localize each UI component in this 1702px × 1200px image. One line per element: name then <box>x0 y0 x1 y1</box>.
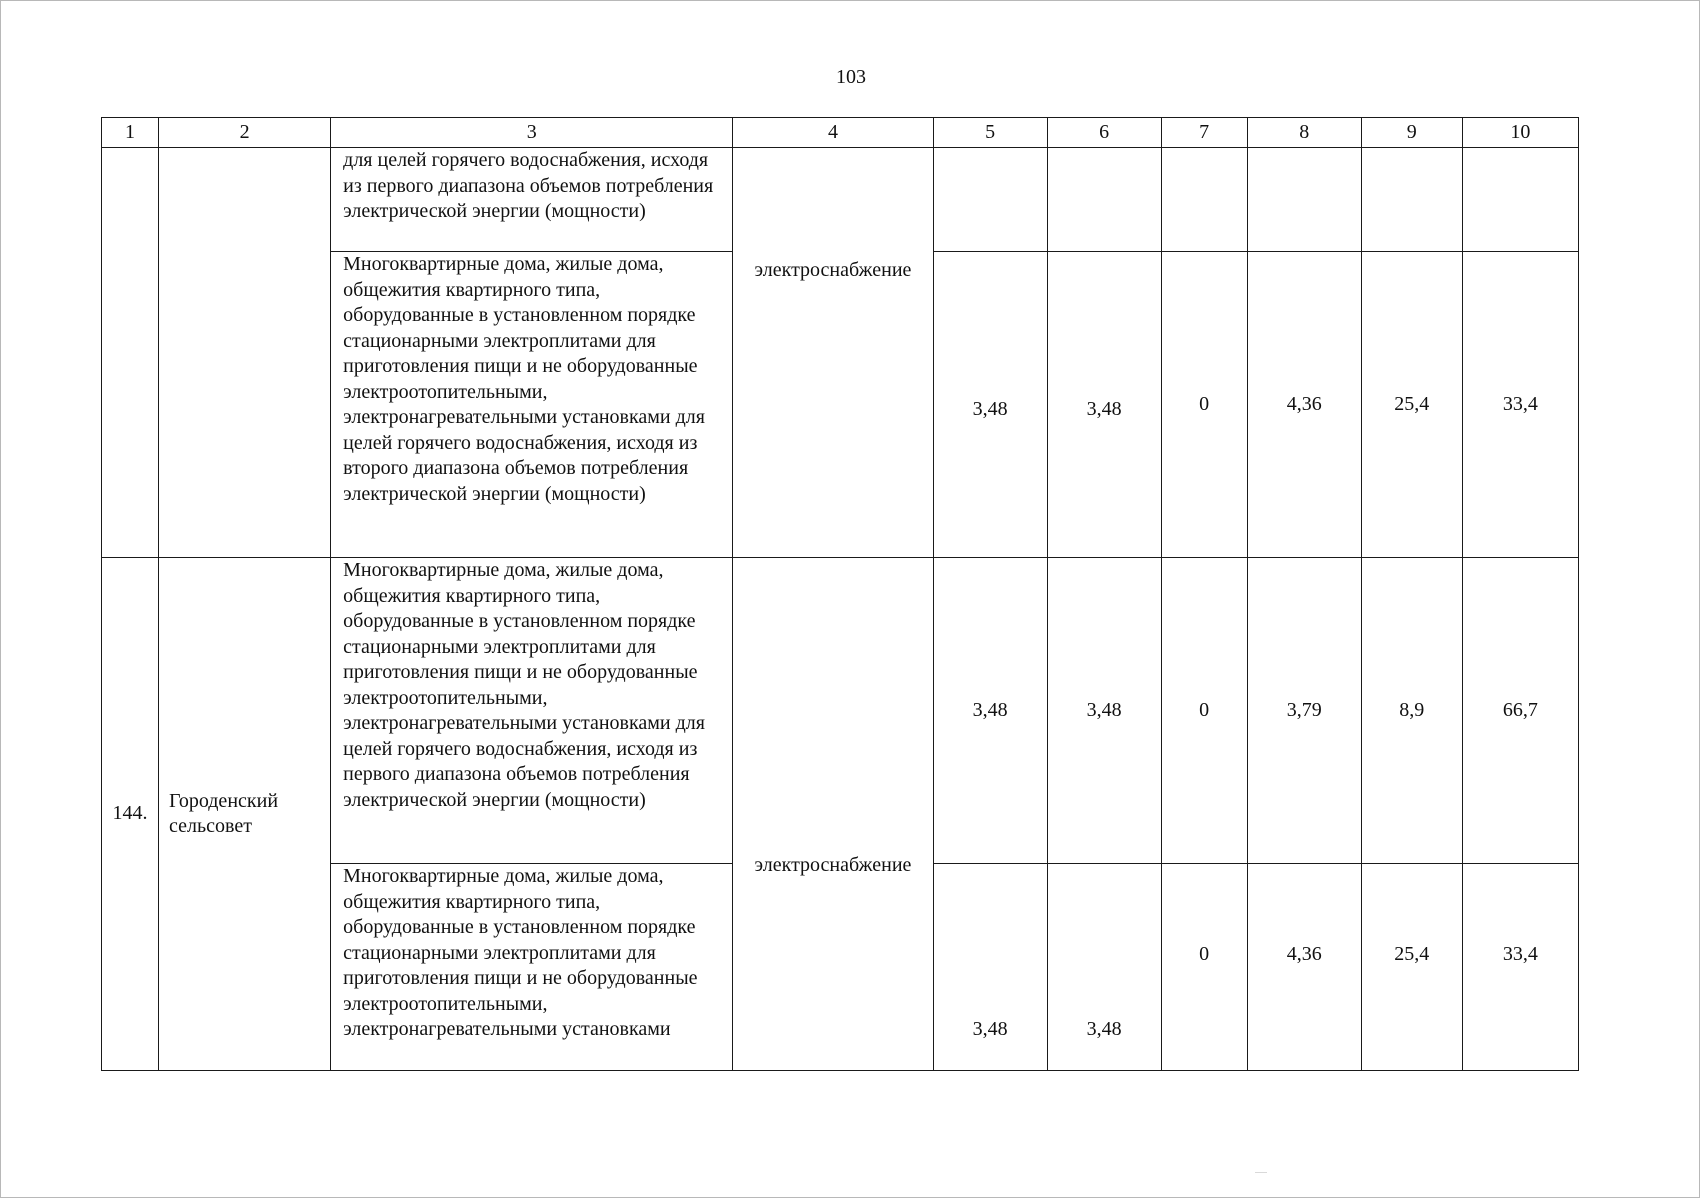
cell-service: электроснабжение <box>733 558 933 1071</box>
col-header-7: 7 <box>1161 118 1247 148</box>
cell-c8 <box>1247 148 1361 252</box>
cell-description: Многоквартирные дома, жилые дома, общежития квартирного типа, оборудованные в установленном порядке стационарными электроплитами для приготовления пищи и не оборудованные электроотопительными, электронагревательными установками <box>331 864 733 1071</box>
cell-c10: 66,7 <box>1462 558 1578 864</box>
cell-c5: 3,48 <box>933 864 1047 1071</box>
cell-c7 <box>1161 148 1247 252</box>
cell-c5: 3,48 <box>933 558 1047 864</box>
table-row <box>102 148 1579 252</box>
cell-c6: 3,48 <box>1047 252 1161 558</box>
cell-description: для целей горячего водоснабжения, исходя из первого диапазона объемов потребления электрической энергии (мощности) <box>331 148 733 252</box>
cell-c9 <box>1361 148 1462 252</box>
cell-c6: 3,48 <box>1047 558 1161 864</box>
cell-c9: 8,9 <box>1361 558 1462 864</box>
cell-c5: 3,48 <box>933 252 1047 558</box>
cell-c7: 0 <box>1161 252 1247 558</box>
col-header-1: 1 <box>102 118 159 148</box>
cell-c6: 3,48 <box>1047 864 1161 1071</box>
col-header-8: 8 <box>1247 118 1361 148</box>
cell-c5 <box>933 148 1047 252</box>
cell-c10: 33,4 <box>1462 252 1578 558</box>
cell-c6 <box>1047 148 1161 252</box>
col-header-2: 2 <box>159 118 331 148</box>
tariff-table <box>101 117 1579 1071</box>
cell-c7: 0 <box>1161 864 1247 1071</box>
table-row <box>102 558 1579 864</box>
col-header-5: 5 <box>933 118 1047 148</box>
col-header-9: 9 <box>1361 118 1462 148</box>
header-row <box>102 118 1579 148</box>
col-header-10: 10 <box>1462 118 1578 148</box>
cell-c8: 4,36 <box>1247 252 1361 558</box>
cell-service: электроснабжение <box>733 148 933 558</box>
cell-c8: 4,36 <box>1247 864 1361 1071</box>
cell-description: Многоквартирные дома, жилые дома, общежития квартирного типа, оборудованные в установленном порядке стационарными электроплитами для приготовления пищи и не оборудованные электроотопительными, электронагревательными установками для целей горячего водоснабжения, исходя из второго диапазона объемов потребления электрической энергии (мощности) <box>331 252 733 558</box>
cell-c9: 25,4 <box>1361 252 1462 558</box>
cell-description: Многоквартирные дома, жилые дома, общежития квартирного типа, оборудованные в установленном порядке стационарными электроплитами для приготовления пищи и не оборудованные электроотопительными, электронагревательными установками для целей горячего водоснабжения, исходя из первого диапазона объемов потребления электрической энергии (мощности) <box>331 558 733 864</box>
cell-index: 144. <box>102 558 159 1071</box>
cell-municipality: Городенский сельсовет <box>159 558 331 1071</box>
cell-c10: 33,4 <box>1462 864 1578 1071</box>
cell-c10 <box>1462 148 1578 252</box>
cell-index-empty <box>102 148 159 558</box>
cell-c8: 3,79 <box>1247 558 1361 864</box>
cell-c7: 0 <box>1161 558 1247 864</box>
col-header-6: 6 <box>1047 118 1161 148</box>
page-number: 103 <box>836 66 866 88</box>
cell-municipality-empty <box>159 148 331 558</box>
col-header-4: 4 <box>733 118 933 148</box>
cell-c9: 25,4 <box>1361 864 1462 1071</box>
col-header-3: 3 <box>331 118 733 148</box>
scan-speck <box>1255 1172 1267 1173</box>
